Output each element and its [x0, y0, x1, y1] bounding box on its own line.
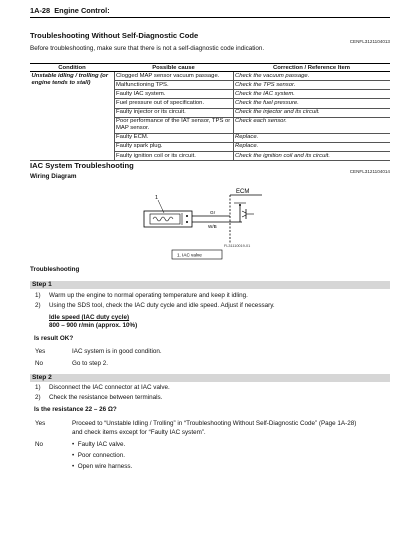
page-header [30, 6, 110, 15]
ecm-label: ECM [236, 189, 250, 195]
correction-cell: Check the fuel pressure. [233, 99, 390, 108]
bullet-text: Open wire harness. [77, 463, 133, 470]
header-divider [30, 17, 390, 18]
terminal-2 [186, 221, 188, 223]
wiring-diagram [130, 183, 280, 265]
cause-cell: Malfunctioning TPS. [114, 81, 233, 90]
terminal-1 [186, 215, 188, 217]
spec-value: 800 – 900 r/min (approx. 10%) [49, 322, 138, 329]
table-row [30, 72, 390, 81]
correction-cell: Replace. [233, 143, 390, 152]
correction-cell: Replace. [233, 133, 390, 142]
step-text: Using the SDS tool, check the IAC duty cycle and idle speed. Adjust if necessary. [49, 302, 275, 309]
document-code: CENFL3121104014 [349, 169, 390, 174]
no-label: No [35, 360, 44, 367]
callout-number: 1 [155, 195, 159, 201]
yes-label: Yes [35, 420, 46, 427]
wiring-diagram-title: Wiring Diagram [30, 173, 77, 180]
legend-text: 1. IAC valve [177, 252, 202, 258]
step-text: Check the resistance between terminals. [49, 394, 163, 401]
step-header [30, 281, 390, 289]
step-text: Disconnect the IAC connector at IAC valve. [49, 384, 170, 391]
correction-cell: Check the TPS sensor. [233, 81, 390, 90]
cause-cell: Faulty ignition coil or its circuit. [114, 152, 233, 161]
question: Is the resistance 22 – 26 Ω? [34, 406, 117, 413]
step-label: Step 2 [32, 374, 52, 381]
cause-cell: Faulty IAC system. [114, 90, 233, 99]
table-header: Condition [30, 64, 114, 72]
transistor-symbol [242, 211, 246, 217]
document-code: CENFL3121104013 [349, 39, 390, 44]
table-header-row [30, 64, 390, 72]
spec-title: Idle speed (IAC duty cycle) [49, 314, 130, 321]
yes-label: Yes [35, 348, 46, 355]
section-title: Troubleshooting Without Self-Diagnostic Code [30, 31, 199, 40]
iac-valve-outline [144, 211, 192, 227]
iac-coil-symbol [153, 217, 173, 221]
correction-cell: Check the injector and its circuit. [233, 108, 390, 117]
list-item [35, 292, 385, 299]
condition-cell: Unstable idling / trolling (or engine tends to stall) [30, 72, 114, 161]
troubleshooting-table [30, 63, 390, 161]
question: Is result OK? [34, 335, 74, 342]
step-label: Step 1 [32, 281, 52, 288]
list-item [35, 384, 385, 391]
step-header [30, 374, 390, 382]
no-label: No [35, 441, 44, 448]
step-text: Warm up the engine to normal operating temperature and keep it idling. [49, 292, 248, 299]
troubleshooting-title: Troubleshooting [30, 266, 80, 273]
step-number: 2) [35, 302, 41, 309]
figure-id: FL31110019-01 [224, 244, 251, 248]
correction-cell: Check the ignition coil and its circuit. [233, 152, 390, 161]
bullet-text: Faulty IAC valve. [77, 441, 126, 448]
correction-cell: Check each sensor. [233, 117, 390, 133]
step-number: 2) [35, 394, 41, 401]
correction-cell: Check the IAC system. [233, 90, 390, 99]
section-title: IAC System Troubleshooting [30, 161, 134, 170]
correction-cell: Check the vacuum passage. [233, 72, 390, 81]
intro-text: Before troubleshooting, make sure that there is not a self-diagnostic code indication. [30, 45, 265, 52]
section-name: Engine Control: [54, 6, 110, 15]
bullet-text: Poor connection. [77, 452, 125, 459]
cause-cell: Faulty spark plug. [114, 143, 233, 152]
list-item [35, 394, 385, 401]
no-result: Go to step 2. [72, 360, 109, 367]
bullet-item: • Poor connection. [72, 452, 125, 459]
yes-result: IAC system is in good condition. [72, 348, 162, 355]
wire-wb-label: W/B [208, 224, 217, 229]
wire-gr-label: Gr [210, 210, 216, 215]
step-number: 1) [35, 384, 41, 391]
cause-cell: Faulty ECM. [114, 133, 233, 142]
step-number: 1) [35, 292, 41, 299]
bullet-item: • Faulty IAC valve. [72, 441, 126, 448]
list-item [35, 302, 385, 309]
table-header: Correction / Reference Item [233, 64, 390, 72]
cause-cell: Clogged MAP sensor vacuum passage. [114, 72, 233, 81]
ecm-node [239, 204, 241, 206]
cause-cell: Faulty injector or its circuit. [114, 108, 233, 117]
cause-cell: Fuel pressure out of specification. [114, 99, 233, 108]
yes-result-line-1: Proceed to “Unstable Idling / Trolling” in “Troubleshooting Without Self-Diagnostic Code” (Page 1A-28) [72, 420, 357, 427]
page-reference: 1A-28 [30, 6, 51, 15]
bullet-item: • Open wire harness. [72, 463, 133, 470]
table-header: Possible cause [114, 64, 233, 72]
cause-cell: Poor performance of the IAT sensor, TPS or MAP sensor. [114, 117, 233, 133]
yes-result-line-2: and check items except for “Faulty IAC system”. [72, 429, 206, 436]
